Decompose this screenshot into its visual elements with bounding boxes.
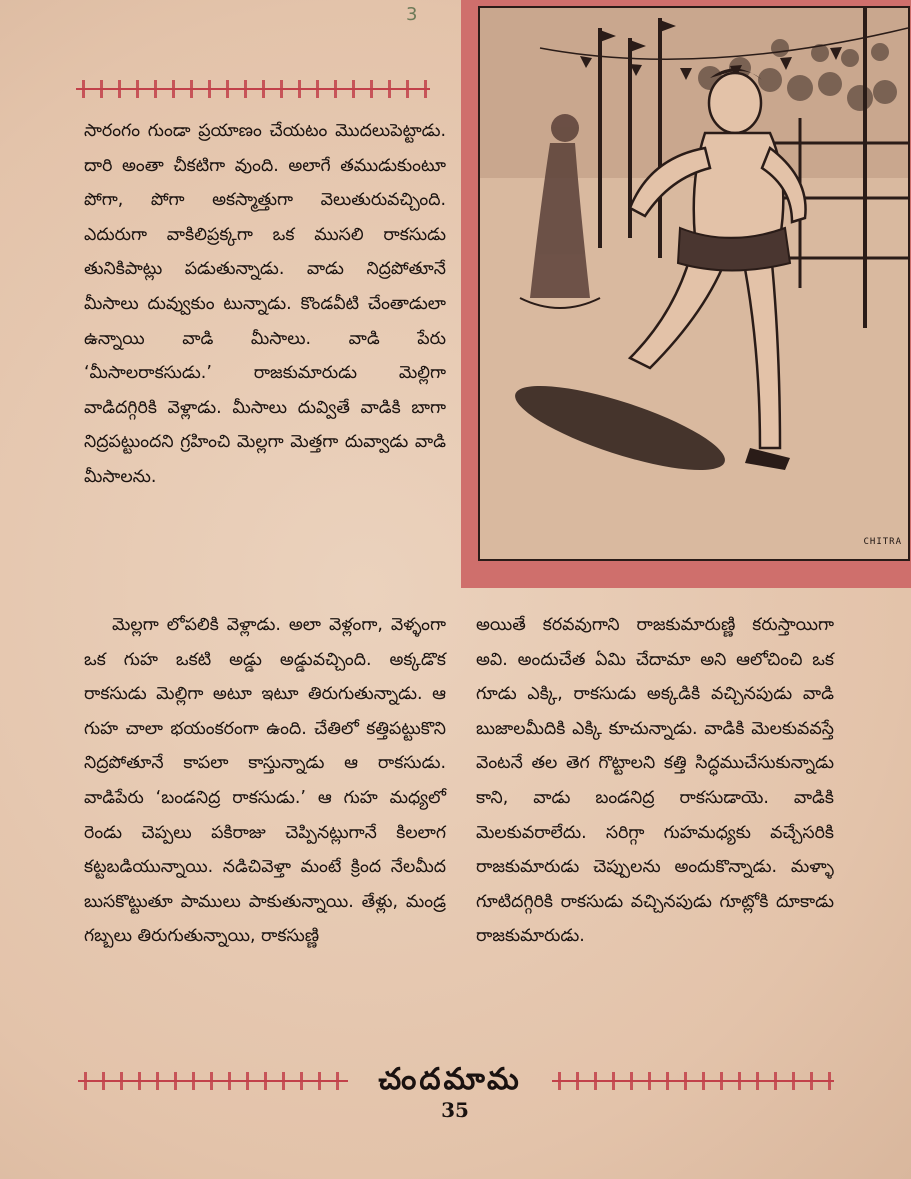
text-column-bottom-right [476,608,834,954]
illustration-drawing [480,8,908,559]
paragraph: అయితే కరవవుగాని రాజకుమారుణ్ణి కరుస్తాయిగా అవి. అందుచేత ఏమి చేదామా అని ఆలోచించి ఒక గూడు ఎక్కి, రాకసుడు అక్కడికి వచ్చినపుడు వాడి బుజాలమీదికి ఎక్కి కూచున్నాడు. వాడికి మెలకువవస్తే వెంటనే తల తెగ గొట్టాలని కత్తి సిద్ధముచేసుకున్నాడు కాని, వాడు బండనిద్ర రాకసుడాయె. వాడికి మెలకువరాలేదు. సరిగ్గా గుహమధ్యకు వచ్చేసరికి రాజకుమారుడు చెప్పులను అందుకొన్నాడు. మళ్ళా గూటిదగ్గిరికి రాకసుడు వచ్చినపుడు గూట్లోకి దూకాడు రాజకుమారుడు. [476,615,834,947]
artist-signature: CHITRA [863,537,902,547]
page-number: 35 [441,1098,469,1122]
page-mark: 3 [406,4,418,25]
illustration-frame [461,0,911,588]
footer-ornament-right [552,1072,834,1090]
footer-ornament-left [78,1072,348,1090]
text-column-top-left [84,114,446,495]
paragraph: మెల్లగా లోపలికి వెళ్లాడు. అలా వెళ్లంగా, వెళ్ళంగా ఒక గుహ ఒకటి అడ్డు అడ్డువచ్చింది. అక్కడొక రాకసుడు మెల్లిగా అటూ ఇటూ తిరుగుతున్నాడు. ఆ గుహ చాలా భయంకరంగా ఉంది. చేతిలో కత్తిపట్టుకొని నిద్రపోతూనే కాపలా కాస్తున్నాడు ఆ రాకసుడు. వాడిపేరు ‘బండనిద్ర రాకసుడు.’ ఆ గుహ మధ్యలో రెండు చెప్పలు పకిరాజు చెప్పినట్లుగానే కిలలాగ కట్టబడియున్నాయి. నడిచివెళ్తా మంటే క్రింద నేలమీద బుసకొట్టుతూ పాములు పాకుతున్నాయి. తేళ్లు, మండ్ర గబ్బలు తిరుగుతున్నాయి, రాకసుణ్ణి [84,615,446,947]
magazine-title: చందమామ [378,1062,522,1097]
text-column-bottom-left [84,608,446,954]
top-ornament-border [76,80,430,98]
paragraph: సారంగం గుండా ప్రయాణం చేయటం మొదలుపెట్టాడు. దారి అంతా చీకటిగా వుంది. అలాగే తముడుకుంటూ పోగా, పోగా అకస్మాత్తుగా వెలుతురువచ్చింది. ఎదురుగా వాకిలిప్రక్కగా ఒక ముసలి రాకసుడు తునికిపాట్లు పడుతున్నాడు. వాడు నిద్రపోతూనే మీసాలు దువ్వుకుం టున్నాడు. కొండవీటి చేంతాడులా ఉన్నాయి వాడి మీసాలు. వాడి పేరు ‘మీసాలరాకసుడు.’ రాజకుమారుడు మెల్లిగా వాడిదగ్గిరికి వెళ్లాడు. మీసాలు దువ్వితే వాడికి బాగా నిద్రపట్టుందని గ్రహించి మెల్లగా మెత్తగా దువ్వాడు వాడి మీసాలను. [84,121,446,487]
running-prince-illustration [478,6,910,561]
